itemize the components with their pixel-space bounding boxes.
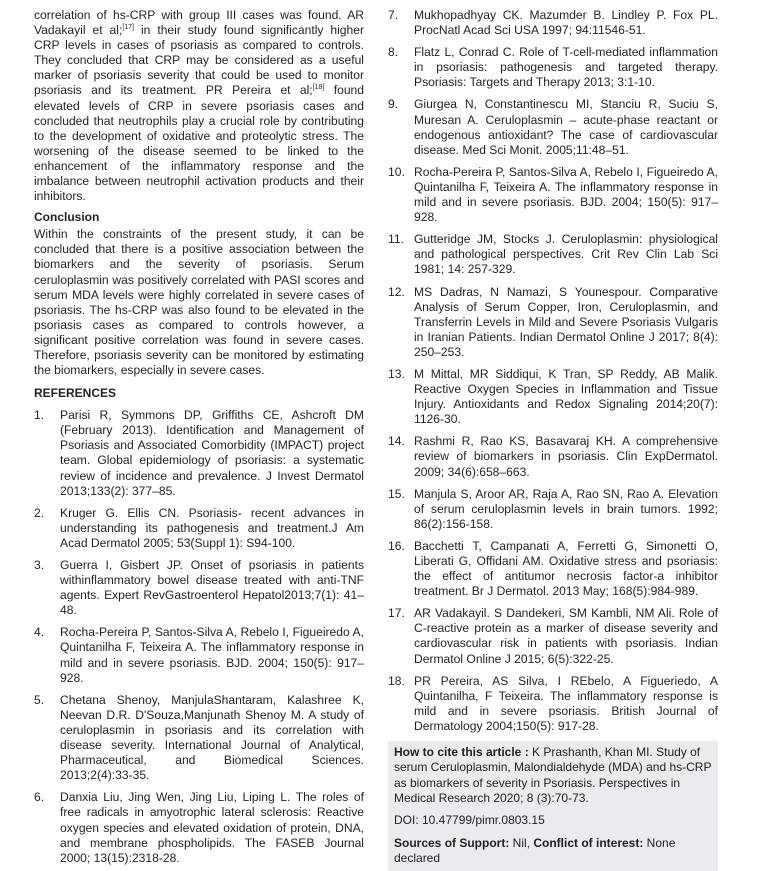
conclusion-paragraph: Within the constraints of the present study, it can be concluded that there is a positive association between the biomarkers and the severity of psoriasis. Serum ceruloplasmin was positively correlated with PASI scores and serum MDA levels were highly correlated in severe cases of psoriasis. The hs-CRP was also found to be elevated in the psoriasis cases as compared to controls however, a significant positive correlation was found in severe cases. Therefore, psoriasis severity can be monitored by estimating the biomarkers, especially in severe cases. (34, 227, 364, 378)
support-label: Sources of Support: (394, 835, 510, 850)
reference-number: 3. (34, 558, 45, 572)
reference-text: Giurgea N, Constantinescu MI, Stanciu R, Suciu S, Muresan A. Ceruloplasmin – acute-phase reactant or endogenous antioxidant? The case of cardiovascular disease. Med Sci Monit. 2005;11:48–51. (414, 97, 718, 157)
citation-18: [18] (312, 84, 325, 92)
reference-text: Guerra I, Gisbert JP. Onset of psoriasis in patients withinflammatory bowel disease treated with anti-TNF agents. Expert RevGastroenterol Hepatol2013;7(1): 41–48. (60, 558, 364, 618)
reference-number: 17. (388, 606, 405, 621)
conclusion-heading: Conclusion (34, 210, 100, 225)
reference-number: 4. (34, 625, 45, 640)
reference-item (388, 539, 718, 599)
reference-item (34, 790, 364, 865)
reference-number: 9. (388, 97, 399, 112)
reference-item (34, 506, 364, 551)
reference-item (388, 487, 718, 532)
references-list-left (34, 408, 364, 866)
reference-item (34, 408, 364, 499)
reference-text: Flatz L, Conrad C. Role of T-cell-mediated inflammation in psoriasis: pathogenesis and targeted therapy. Psoriasis: Targets and Therapy 2013; 3:1-10. (414, 45, 718, 90)
reference-text: PR Pereira, AS Silva, I REbelo, A Figueriedo, A Quintanilha, F Teixeira. The inflammatory response is mild and in severe psoriasis. British Journal of Dermatology 2004;150(5): 917-28. (414, 673, 718, 733)
reference-text: Rashmi R, Rao KS, Basavaraj KH. A comprehensive review of biomarkers in psoriasis. Clin ExpDermatol. 2009; 34(6):658–663. (414, 434, 718, 479)
reference-item (388, 97, 718, 157)
reference-number: 1. (34, 408, 45, 423)
reference-item (388, 165, 718, 225)
reference-text: Bacchetti T, Campanati A, Ferretti G, Simonetti O, Liberati G, Offidani AM. Oxidative stress and psoriasis: the effect of antitumor necrosis factor-a inhibitor treatment. Br J Dermatol. 2013 May; 168(5):984-989. (414, 538, 718, 599)
reference-number: 15. (388, 486, 405, 501)
reference-item (388, 434, 718, 479)
how-to-cite-label: How to cite this article : (394, 745, 529, 760)
reference-number: 5. (34, 692, 45, 707)
reference-number: 12. (388, 284, 405, 299)
citation-17: [17] (122, 24, 135, 32)
conflict-value: None declared (394, 835, 676, 865)
reference-item (388, 367, 718, 427)
reference-text: Danxia Liu, Jing Wen, Jing Liu, Liping L. The roles of free radicals in amyotrophic lateral sclerosis: Reactive oxygen species and elevated oxidation of protein, DNA, and membrane phospholipids. The FASEB Journal 2000; 13(15):2318-28. (60, 790, 364, 865)
reference-item (34, 693, 364, 784)
reference-text: MS Dadras, N Namazi, S Younespour. Comparative Analysis of Serum Copper, Iron, Ceruloplasmin, and Transferrin Levels in Mild and Severe Psoriasis Vulgaris in Iranian Patients. Indian Dermatol Online J 2017; 8(4): 250–253. (414, 284, 718, 359)
discussion-text-2: in their study found significantly higher CRP levels in cases of psoriasis as compared to controls. They concluded that CRP may be considered as a useful marker of psoriasis severity that could be used to monitor psoriasis and its treatment. PR Pereira et al; (34, 23, 365, 98)
discussion-paragraph (34, 8, 364, 204)
reference-item (34, 558, 364, 618)
how-to-cite (394, 745, 712, 806)
reference-text: Kruger G. Ellis CN. Psoriasis- recent advances in understanding its pathogenesis and treatment.J Am Acad Dermatol 2005; 53(Suppl 1): S94-100. (60, 505, 364, 550)
reference-text: Rocha-Pereira P, Santos-Silva A, Rebelo I, Figueiredo A, Quintanilha F, Teixeira A. The inflammatory response in mild and in severe psoriasis. BJD. 2004; 150(5): 917–928. (60, 625, 364, 685)
how-to-cite-text: K Prashanth, Khan MI. Study of serum Ceruloplasmin, Malondialdehyde (MDA) and hs-CRP as biomarkers of severity in Psoriasis. Perspectives in Medical Research 2020; 8 (3):70-73. (394, 745, 712, 805)
conflict-label: Conflict of interest: (533, 835, 644, 850)
reference-text: Chetana Shenoy, ManjulaShantaram, Kalashree K, Neevan D.R. D'Souza,Manjunath Shenoy M. A study of ceruloplasmin in psoriasis and its correlation with disease severity. International Journal of Analytical, Pharmaceutical, and Biomedical Sciences. 2013;2(4):33-35. (60, 692, 364, 783)
reference-number: 18. (388, 673, 405, 688)
reference-item (388, 232, 718, 277)
reference-number: 2. (34, 505, 45, 520)
right-column (388, 8, 718, 871)
reference-number: 7. (388, 8, 399, 22)
reference-item (388, 606, 718, 666)
discussion-text-3: found elevated levels of CRP in severe psoriasis cases and concluded that neutrophils play a crucial role by contributing to the development of oxidative and proteolytic stress. The worsening of the disease seemed to be linked to the enhancement of the inflammatory response and the imbalance between neutrophil activation products and their inhibitors. (34, 83, 364, 204)
reference-text: M Mittal, MR Siddiqui, K Tran, SP Reddy, AB Malik. Reactive Oxygen Species in Inflammation and Tissue Injury. Antioxidants and Redox Signaling 2014;20(7): 1126-30. (414, 366, 718, 427)
reference-number: 11. (388, 232, 404, 247)
reference-text: Gutteridge JM, Stocks J. Ceruloplasmin: physiological and pathological perspectives. Crit Rev Clin Lab Sci 1981; 14: 257-329. (414, 232, 718, 277)
reference-number: 16. (388, 538, 405, 553)
reference-text: Mukhopadhyay CK. Mazumder B. Lindley P. Fox PL. ProcNatl Acad Sci USA 1997; 94:11546-51. (414, 8, 718, 38)
doi-line: DOI: 10.47799/pimr.0803.15 (394, 813, 545, 828)
discussion-text-1: correlation of hs-CRP with group III cases was found. AR Vadakayil et al; (34, 8, 364, 38)
reference-text: Rocha-Pereira P, Santos-Silva A, Rebelo I, Figueiredo A, Quintanilha F, Teixeira A. The inflammatory response in mild and in severe psoriasis. BJD. 2004; 150(5): 917–928. (414, 164, 718, 225)
reference-text: Manjula S, Aroor AR, Raja A, Rao SN, Rao A. Elevation of serum ceruloplasmin levels in brain tumors. 1992; 86(2):156-158. (414, 486, 718, 531)
reference-text: Parisi R, Symmons DP, Griffiths CE, Ashcroft DM (February 2013). Identification and Management of Psoriasis and Associated Comorbidity (IMPACT) project team. Global epidemiology of psoriasis: a systematic review of incidence and prevalence. J Invest Dermatol 2013;133(2): 377–85. (60, 408, 364, 498)
reference-number: 6. (34, 790, 45, 805)
reference-number: 8. (388, 45, 399, 60)
reference-number: 14. (388, 434, 405, 449)
reference-number: 13. (388, 366, 405, 381)
reference-item (388, 45, 718, 90)
reference-number: 10. (388, 164, 405, 179)
reference-item (34, 625, 364, 685)
reference-item (388, 285, 718, 360)
reference-text: AR Vadakayil. S Dandekeri, SM Kambli, NM Ali. Role of C-reactive protein as a marker of disease severity and cardiovascular risk in patients with psoriasis. Indian Dermatol Online J 2015; 6(5):322-25. (414, 606, 718, 666)
support-line (394, 836, 712, 867)
references-list-right (388, 8, 718, 734)
support-value: Nil, (509, 835, 534, 850)
left-column (34, 8, 364, 866)
reference-item (388, 674, 718, 734)
reference-item (388, 8, 718, 38)
references-heading: REFERENCES (34, 386, 117, 401)
citation-box (388, 741, 718, 871)
